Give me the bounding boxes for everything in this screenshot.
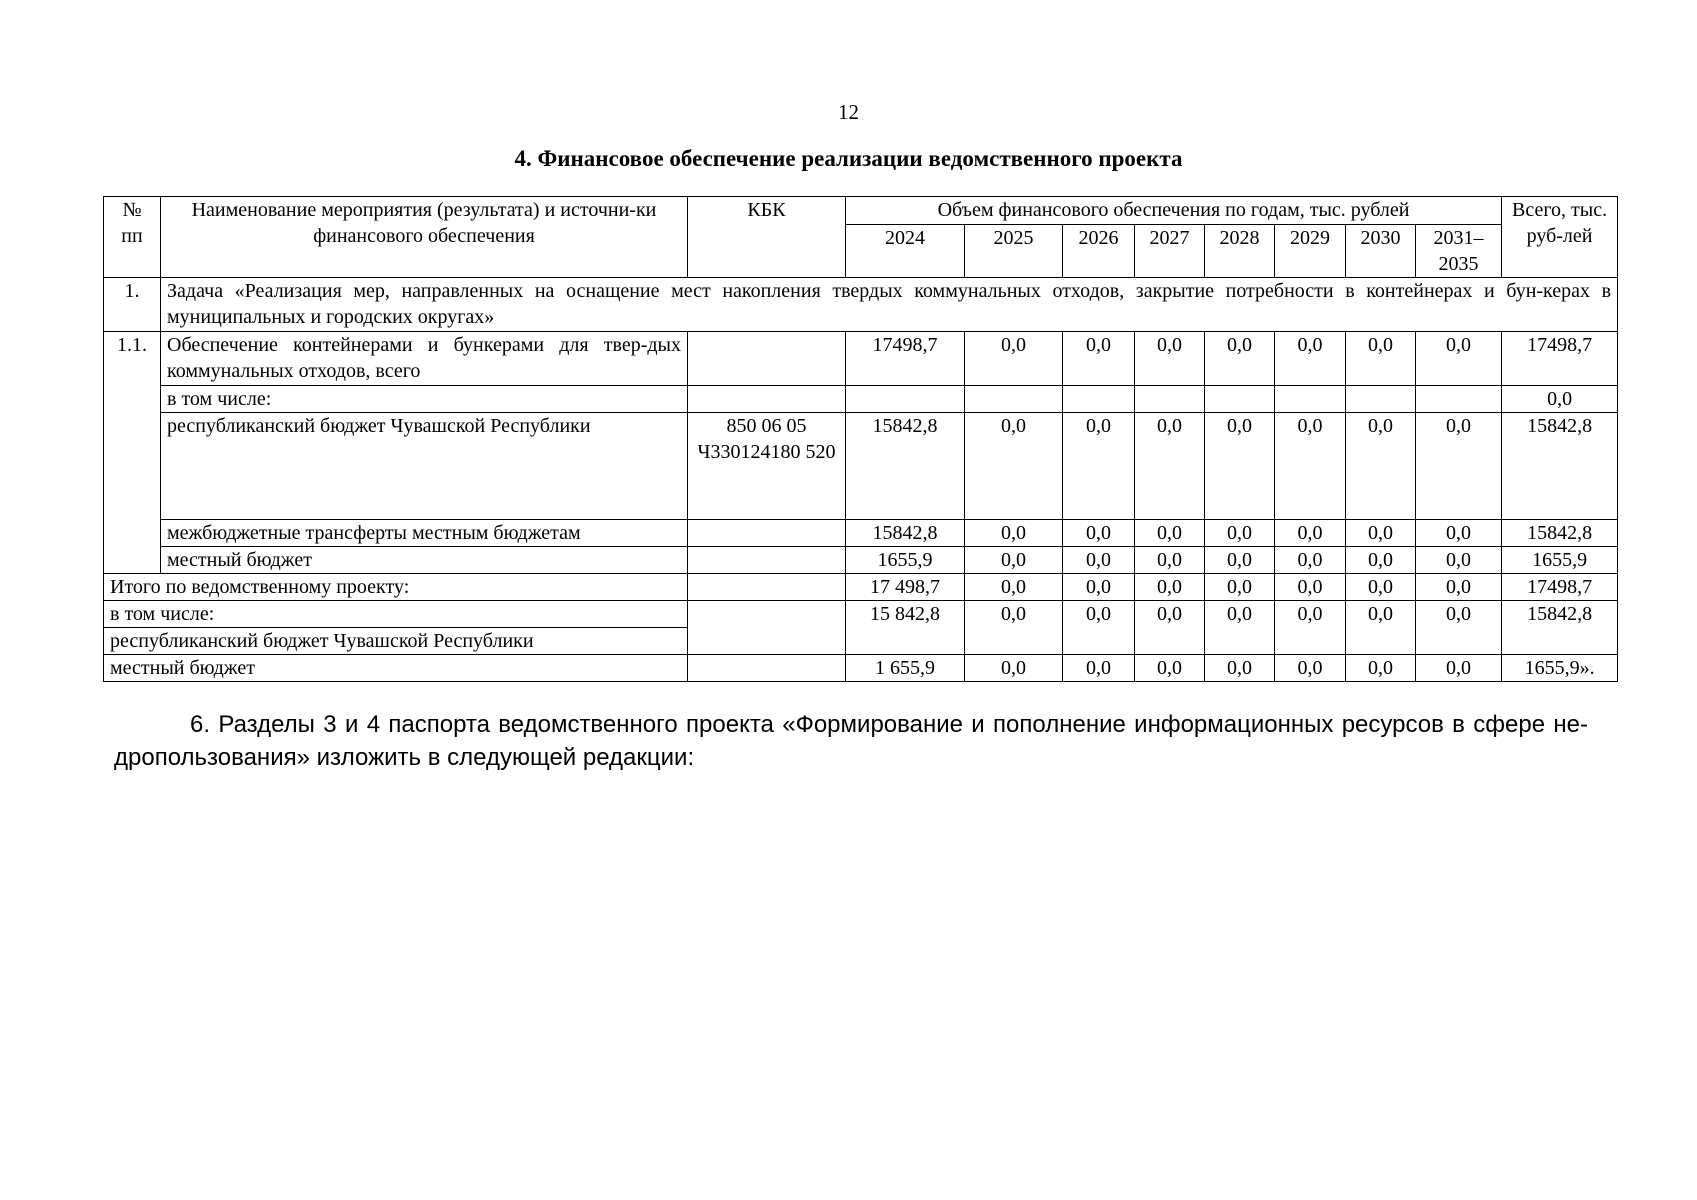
- empty-cell: [1135, 386, 1205, 413]
- local-budget-label: местный бюджет: [161, 547, 688, 574]
- cell-value: 0,0: [1416, 413, 1502, 520]
- summary-republic-label: республиканский бюджет Чувашской Республики: [104, 628, 688, 655]
- cell-value: 0,0: [1063, 413, 1135, 520]
- cell-value: 0,0: [1205, 520, 1275, 547]
- item-name: Обеспечение контейнерами и бункерами для твер-дых коммунальных отходов, всего: [161, 332, 688, 386]
- cell-value: 0,0: [965, 601, 1063, 655]
- empty-cell: [1063, 386, 1135, 413]
- cell-value: 15842,8: [846, 520, 965, 547]
- cell-value: 0,0: [1135, 332, 1205, 386]
- cell-value: 0,0: [1205, 601, 1275, 655]
- cell-value: 1655,9: [846, 547, 965, 574]
- empty-cell: [688, 601, 846, 655]
- cell-value: 0,0: [1063, 574, 1135, 601]
- header-name: Наименование мероприятия (результата) и источни-ки финансового обеспечения: [161, 197, 688, 278]
- header-kbk: КБК: [688, 197, 846, 278]
- cell-value: 0,0: [1346, 520, 1416, 547]
- cell-value: 0,0: [1135, 655, 1205, 682]
- task-num: 1.: [104, 278, 161, 332]
- cell-value: 0,0: [1135, 601, 1205, 655]
- cell-value: 0,0: [1135, 413, 1205, 520]
- empty-cell: [1205, 386, 1275, 413]
- cell-value: 0,0: [1346, 601, 1416, 655]
- cell-value: 0,0: [1205, 574, 1275, 601]
- cell-value: 17498,7: [846, 332, 965, 386]
- cell-total: 1655,9: [1502, 547, 1618, 574]
- cell-value: 0,0: [1205, 413, 1275, 520]
- empty-cell: [1346, 386, 1416, 413]
- cell-total: 17498,7: [1502, 332, 1618, 386]
- empty-cell: [1275, 386, 1346, 413]
- table-row: [104, 332, 1618, 386]
- cell-value: 0,0: [965, 332, 1063, 386]
- cell-value: 0,0: [1275, 601, 1346, 655]
- cell-value: 0,0: [1416, 520, 1502, 547]
- summary-including-row: [104, 601, 1618, 628]
- table-row: [104, 413, 1618, 520]
- item-kbk: [688, 332, 846, 386]
- task-row: [104, 278, 1618, 332]
- cell-value: 0,0: [965, 655, 1063, 682]
- cell-value: 0,0: [1416, 332, 1502, 386]
- cell-value: 0,0: [1416, 655, 1502, 682]
- republic-kbk: 850 06 05 Ч330124180 520: [688, 413, 846, 520]
- cell-value: 0,0: [1135, 547, 1205, 574]
- cell-total: 15842,8: [1502, 413, 1618, 520]
- table-row: [104, 520, 1618, 547]
- cell-value: 0,0: [1205, 332, 1275, 386]
- cell-value: 0,0: [965, 520, 1063, 547]
- cell-total: 1655,9».: [1502, 655, 1618, 682]
- cell-total: 0,0: [1502, 386, 1618, 413]
- financing-table: [103, 196, 1618, 682]
- empty-cell: [1416, 386, 1502, 413]
- table-row: [104, 386, 1618, 413]
- cell-value: 0,0: [1275, 655, 1346, 682]
- cell-value: 0,0: [1275, 332, 1346, 386]
- task-text: Задача «Реализация мер, направленных на оснащение мест накопления твердых коммунальных отходов, закрытие потребности в контейнерах и бун-керах в муниципальных и городских округах»: [161, 278, 1618, 332]
- header-total: Всего, тыс. руб-лей: [1502, 197, 1618, 278]
- cell-value: 0,0: [1416, 574, 1502, 601]
- empty-cell: [965, 386, 1063, 413]
- cell-value: 0,0: [1063, 332, 1135, 386]
- empty-cell: [688, 655, 846, 682]
- empty-cell: [688, 547, 846, 574]
- page-number: 12: [838, 100, 859, 124]
- cell-value: 0,0: [965, 547, 1063, 574]
- cell-value: 0,0: [1063, 520, 1135, 547]
- cell-value: 1 655,9: [846, 655, 965, 682]
- header-year: 2024: [846, 225, 965, 278]
- cell-value: 0,0: [1205, 547, 1275, 574]
- section-title: 4. Финансовое обеспечение реализации ведомственного проекта: [514, 146, 1183, 171]
- cell-total: 15842,8: [1502, 601, 1618, 655]
- header-year: 2025: [965, 225, 1063, 278]
- header-year: 2031–2035: [1416, 225, 1502, 278]
- summary-local-label: местный бюджет: [104, 655, 688, 682]
- header-year: 2027: [1135, 225, 1205, 278]
- cell-value: 0,0: [965, 413, 1063, 520]
- summary-including-label: в том числе:: [104, 601, 688, 628]
- cell-value: 0,0: [1275, 520, 1346, 547]
- cell-value: 0,0: [1346, 547, 1416, 574]
- republic-budget-label: республиканский бюджет Чувашской Республики: [161, 413, 688, 520]
- header-year: 2026: [1063, 225, 1135, 278]
- including-label: в том числе:: [161, 386, 688, 413]
- cell-value: 15 842,8: [846, 601, 965, 655]
- transfers-label: межбюджетные трансферты местным бюджетам: [161, 520, 688, 547]
- empty-cell: [688, 386, 846, 413]
- table-row: [104, 547, 1618, 574]
- summary-total-label: Итого по ведомственному проекту:: [104, 574, 688, 601]
- cell-value: 0,0: [1416, 547, 1502, 574]
- cell-value: 0,0: [1275, 413, 1346, 520]
- cell-value: 0,0: [1346, 574, 1416, 601]
- header-num: № пп: [104, 197, 161, 278]
- header-year: 2030: [1346, 225, 1416, 278]
- empty-cell: [846, 386, 965, 413]
- cell-value: 0,0: [1063, 601, 1135, 655]
- cell-value: 0,0: [1346, 332, 1416, 386]
- cell-value: 0,0: [1205, 655, 1275, 682]
- amendment-paragraph: 6. Разделы 3 и 4 паспорта ведомственного проекта «Формирование и пополнение информационных ресурсов в сфере не-дропользования» изложить в следующей редакции:: [114, 711, 1588, 771]
- header-year: 2029: [1275, 225, 1346, 278]
- cell-value: 0,0: [1346, 413, 1416, 520]
- cell-value: 0,0: [1135, 574, 1205, 601]
- header-volume: Объем финансового обеспечения по годам, тыс. рублей: [846, 197, 1502, 225]
- empty-cell: [688, 520, 846, 547]
- summary-local-row: [104, 655, 1618, 682]
- cell-total: 17498,7: [1502, 574, 1618, 601]
- cell-value: 0,0: [1275, 574, 1346, 601]
- cell-value: 0,0: [1063, 547, 1135, 574]
- cell-value: 15842,8: [846, 413, 965, 520]
- cell-value: 0,0: [1135, 520, 1205, 547]
- cell-value: 0,0: [1275, 547, 1346, 574]
- cell-value: 0,0: [1416, 601, 1502, 655]
- cell-value: 0,0: [965, 574, 1063, 601]
- cell-total: 15842,8: [1502, 520, 1618, 547]
- cell-value: 0,0: [1346, 655, 1416, 682]
- summary-total-row: [104, 574, 1618, 601]
- empty-cell: [688, 574, 846, 601]
- item-num: 1.1.: [104, 332, 161, 574]
- header-year: 2028: [1205, 225, 1275, 278]
- cell-value: 17 498,7: [846, 574, 965, 601]
- cell-value: 0,0: [1063, 655, 1135, 682]
